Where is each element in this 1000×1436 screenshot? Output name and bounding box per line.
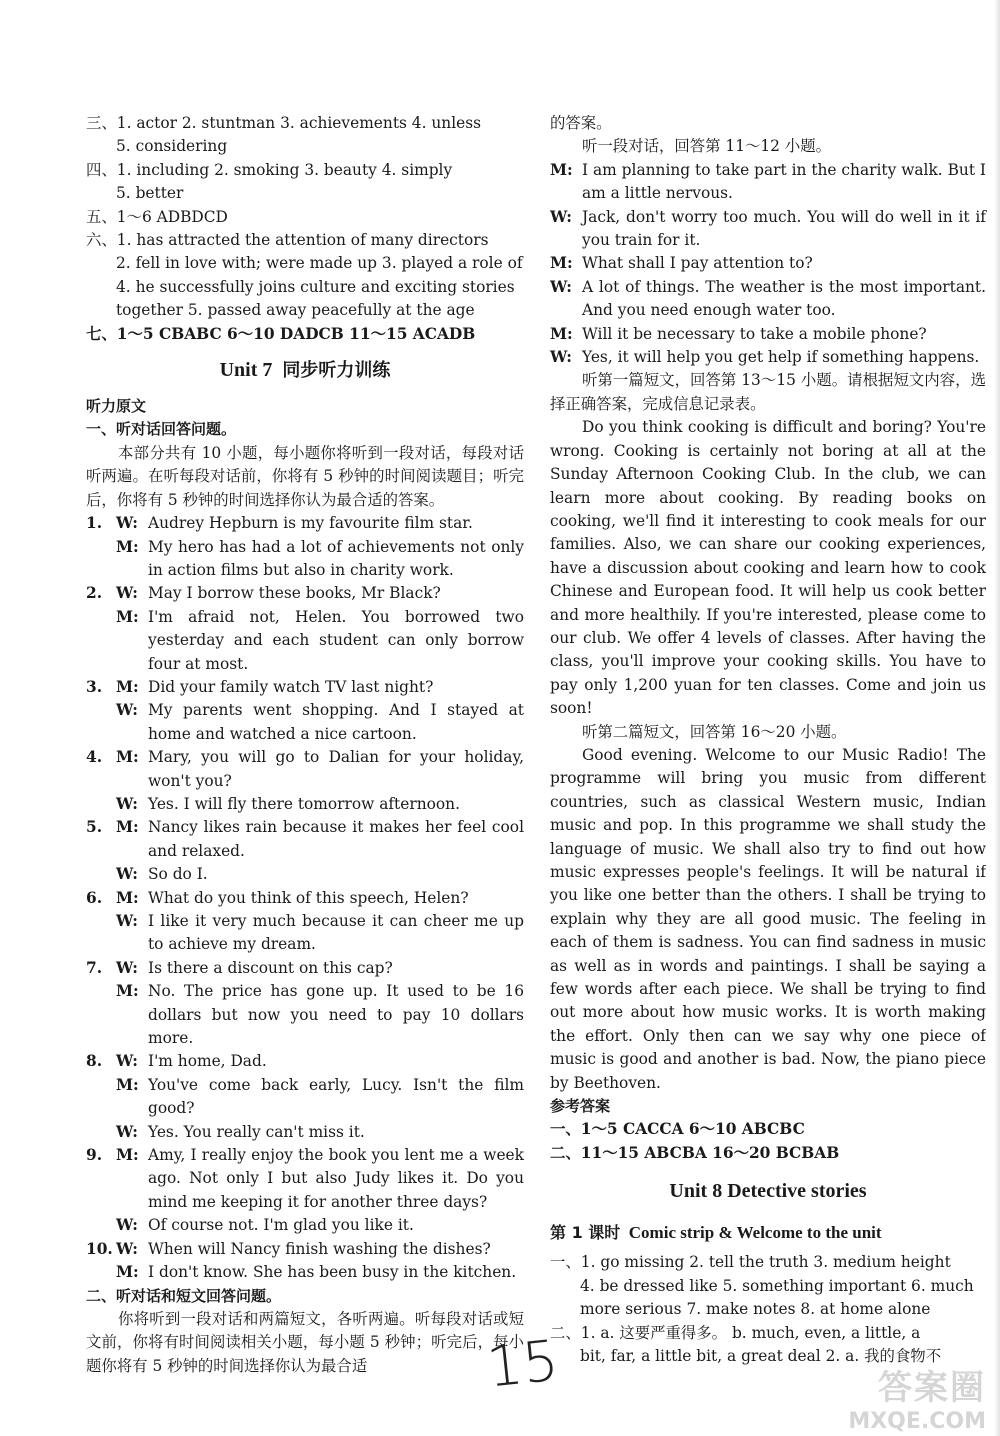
dialogue-text: Did your family watch TV last night? xyxy=(148,677,434,696)
dialogue-text: Will it be necessary to take a mobile phone? xyxy=(582,324,927,343)
dialogue-line xyxy=(86,1074,524,1121)
dialogue-line xyxy=(86,512,524,535)
answer-line: 五、1～6 ADBDCD xyxy=(86,207,228,226)
dialogue-line xyxy=(86,957,524,980)
dialogue-line xyxy=(86,980,524,1050)
dialogue-text: Is there a discount on this cap? xyxy=(148,958,393,977)
question-number xyxy=(86,606,116,676)
answer-line: 2. fell in love with; were made up 3. played a role of xyxy=(116,254,523,273)
dialogue-line xyxy=(86,887,524,910)
instructions-line: 听第二篇短文，回答第 16～20 小题。 xyxy=(582,722,847,741)
dialogue-text: Of course not. I'm glad you like it. xyxy=(148,1216,414,1235)
speaker-label: W: xyxy=(550,207,572,226)
dialogue-text: I like it very much because it can cheer me up to achieve my dream. xyxy=(148,912,524,954)
speaker-label: W: xyxy=(550,348,572,367)
answer-line: 4. he successfully joins culture and exciting stories xyxy=(116,277,515,296)
dialogue-text: A lot of things. The weather is the most important. And you need enough water too. xyxy=(582,277,986,320)
question-number xyxy=(86,1121,116,1144)
right-column xyxy=(550,112,986,1368)
dialogue-text: I'm afraid not, Helen. You borrowed two yesterday and each student can only borrow four at most. xyxy=(148,607,524,673)
dialogue-text: When will Nancy finish washing the dishes? xyxy=(148,1239,491,1258)
speaker-label: M: xyxy=(116,1075,139,1094)
question-number: 10. xyxy=(86,1239,113,1258)
page-edge-shadow xyxy=(994,0,1000,1436)
dialogue-line xyxy=(86,1238,524,1261)
dialogue-line xyxy=(86,793,524,816)
question-number: 9. xyxy=(86,1146,103,1165)
question-number: 3. xyxy=(86,677,103,696)
unit7-subtitle: 同步听力训练 xyxy=(282,360,391,382)
dialogue-line xyxy=(86,1050,524,1073)
unit7-heading xyxy=(86,350,524,391)
continued-text: 的答案。 xyxy=(550,114,612,132)
instructions-line: 听一段对话，回答第 11～12 小题。 xyxy=(582,137,832,156)
question-number xyxy=(86,1261,116,1284)
dialogue-line xyxy=(86,816,524,863)
answer-line: 一、1～5 CACCA 6～10 ABCBC xyxy=(550,1120,805,1139)
speaker-label: W: xyxy=(116,1216,138,1235)
speaker-label: M: xyxy=(116,1263,139,1282)
question-number xyxy=(86,1074,116,1121)
dialogue-line xyxy=(86,582,524,605)
unit8-title: Unit 8 Detective stories xyxy=(669,1180,867,1203)
question-number xyxy=(86,910,116,957)
speaker-label: M: xyxy=(116,982,139,1001)
answer-line: 三、1. actor 2. stuntman 3. achievements 4. unless xyxy=(86,114,482,132)
answers-heading: 参考答案 xyxy=(550,1097,611,1116)
dialogue-text: No. The price has gone up. It used to be 16 dollars but now you need to pay 10 dollars more. xyxy=(148,982,524,1048)
answer-line: 一、1. go missing 2. tell the truth 3. medium height xyxy=(550,1253,951,1272)
dialogue-line xyxy=(86,746,524,793)
music-radio-passage: Good evening. Welcome to our Music Radio! The programme will bring you music from different countries, such as classical Western music, Indian music and pop. In this programme we shall study the language of music. We shall also try to find out how music expresses people's feelings. It will be natural if you like one better than the others. I shall be trying to explain why they are all good music. The feeling in each of them is sadness. You can find sadness in music as well as in words and paintings. I shall be saying a few words after each piece. We shall be trying to find out more about how music works. It is worth making the effort. Only then can we say why one piece of music is good and another is bad. Now, the piano piece by Beethoven. xyxy=(550,745,986,1092)
answer-line: more serious 7. make notes 8. at home alone xyxy=(580,1300,931,1319)
speaker-label: M: xyxy=(116,818,139,837)
answer-line: 二、11～15 ABCBA 16～20 BCBAB xyxy=(550,1143,840,1162)
answer-line: 5. better xyxy=(116,184,184,203)
speaker-label: W: xyxy=(116,794,138,813)
dialogue-line xyxy=(86,1144,524,1214)
question-number xyxy=(86,699,116,746)
speaker-label: W: xyxy=(116,514,138,533)
speaker-label: W: xyxy=(116,958,138,977)
dialogue-line xyxy=(550,206,986,253)
dialogue-text: Audrey Hepburn is my favourite film star. xyxy=(148,514,473,533)
dialogue-text: What do you think of this speech, Helen? xyxy=(148,888,469,907)
dialogue-text: Nancy likes rain because it makes her feel cool and relaxed. xyxy=(148,818,524,860)
answer-line: bit, far, a little bit, a great deal 2. a. 我的食物不 xyxy=(580,1346,942,1365)
question-number xyxy=(86,536,116,583)
answer-line: together 5. passed away peacefully at the age xyxy=(116,301,475,320)
question-number: 1. xyxy=(86,514,103,533)
dialogue-text: May I borrow these books, Mr Black? xyxy=(148,584,441,603)
answer-line: 四、1. including 2. smoking 3. beauty 4. simply xyxy=(86,160,453,179)
question-number: 7. xyxy=(86,958,103,977)
question-number: 2. xyxy=(86,584,103,603)
dialogue-line xyxy=(86,910,524,957)
dialogue-text: So do I. xyxy=(148,865,208,884)
dialogue-line xyxy=(86,536,524,583)
speaker-label: M: xyxy=(550,254,573,273)
answer-line: 二、1. a. 这要严重得多。 b. much, even, a little, a xyxy=(550,1323,921,1342)
speaker-label: M: xyxy=(116,537,139,556)
dialogue-line xyxy=(550,276,986,323)
dialogue-line xyxy=(86,1214,524,1237)
question-number: 4. xyxy=(86,748,103,767)
dialogue-text: Yes. I will fly there tomorrow afternoon. xyxy=(148,794,460,813)
dialogue-text: Amy, I really enjoy the book you lent me a week ago. Not only I but also Judy likes it. Do you mind me keeping it for another three days? xyxy=(148,1146,524,1211)
dialogue-text: I'm home, Dad. xyxy=(148,1052,267,1071)
speaker-label: W: xyxy=(116,1052,138,1071)
dialogue-text: My hero has had a lot of achievements not only in action films but also in charity work. xyxy=(148,537,524,579)
dialogue-text: My parents went shopping. And I stayed at home and watched a nice cartoon. xyxy=(148,701,524,743)
dialogue-text: What shall I pay attention to? xyxy=(582,254,813,273)
speaker-label: W: xyxy=(116,912,138,930)
dialogue-line xyxy=(550,159,986,206)
dialogue-line xyxy=(550,252,986,275)
dialogue-line xyxy=(86,676,524,699)
question-number xyxy=(86,980,116,1050)
answer-line: 5. considering xyxy=(116,137,228,156)
section-heading: 一、听对话回答问题。 xyxy=(86,420,237,439)
speaker-label: W: xyxy=(116,584,138,603)
speaker-label: W: xyxy=(550,277,572,296)
answer-line: 六、1. has attracted the attention of many directors xyxy=(86,231,489,250)
dialogue-text: Yes, it will help you get help if something happens. xyxy=(582,348,980,367)
speaker-label: M: xyxy=(550,324,573,343)
dialogue-line xyxy=(86,1121,524,1144)
site-watermark xyxy=(786,1360,986,1434)
charity-walk-dialogue xyxy=(550,159,986,370)
cooking-club-passage: Do you think cooking is difficult and boring? You're wrong. Cooking is certainly not boring at all at the Sunday Afternoon Cooking Club. In the club, we can learn more about cooking. By reading books on cooking, we'll find it interesting to cook meals for our families. Also, we can share our cooking experiences, have a discussion about cooking and learn how to cook Chinese and European food. It will help us cook better and more healthily. If you're interested, please come to our club. We offer 4 levels of classes. After having the class, you'll improve your cooking skills. You have to pay only 1,200 yuan for ten classes. Come and join us soon! xyxy=(550,418,986,718)
dialogue-line xyxy=(86,699,524,746)
speaker-label: M: xyxy=(116,677,139,696)
dialogue-line xyxy=(86,606,524,676)
instructions-paragraph: 你将听到一段对话和两篇短文，各听两遍。听每段对话或短文前，你将有时间阅读相关小题，每小题 5 秒钟；听完后，每小题你将有 5 秒钟的时间选择你认为最合适 xyxy=(86,1309,524,1375)
question-number xyxy=(86,863,116,886)
speaker-label: W: xyxy=(116,1239,138,1258)
speaker-label: M: xyxy=(116,748,139,767)
dialogue-text: Mary, you will go to Dalian for your holiday, won't you? xyxy=(148,748,524,790)
lesson-heading xyxy=(550,1215,986,1251)
dialogue-line xyxy=(86,1261,524,1284)
section-heading: 二、听对话和短文回答问题。 xyxy=(86,1286,282,1305)
question-number xyxy=(86,793,116,816)
answer-line: 七、1～5 CBABC 6～10 DADCB 11～15 ACADB xyxy=(86,324,476,343)
left-column xyxy=(86,112,524,1378)
unit7-title: Unit 7 xyxy=(219,359,273,382)
instructions-paragraph: 本部分共有 10 小题，每小题你将听到一段对话，每段对话听两遍。在听每段对话前，你将有 5 秒钟的时间阅读题目；听完后，你将有 5 秒钟的时间选择你认为最合适的答案。 xyxy=(86,443,524,509)
speaker-label: M: xyxy=(116,888,139,907)
dialogue-line xyxy=(86,863,524,886)
speaker-label: W: xyxy=(116,1122,138,1141)
dialogue-text: I am planning to take part in the charity walk. But I am a little nervous. xyxy=(582,160,986,203)
answer-line: 4. be dressed like 5. something important 6. much xyxy=(580,1276,974,1295)
dialogue-text: I don't know. She has been busy in the kitchen. xyxy=(148,1263,517,1282)
instructions-line: 听第一篇短文，回答第 13～15 小题。请根据短文内容，选择正确答案，完成信息记录表。 xyxy=(550,371,986,413)
question-number: 8. xyxy=(86,1052,103,1071)
section-heading: 听力原文 xyxy=(86,397,147,416)
dialogue-text: Yes. You really can't miss it. xyxy=(148,1122,365,1141)
speaker-label: W: xyxy=(116,701,138,720)
speaker-label: M: xyxy=(550,160,573,179)
lesson-title: Comic strip & Welcome to the unit xyxy=(628,1223,882,1243)
watermark-url: MXQE.COM xyxy=(848,1409,986,1434)
question-number xyxy=(86,1214,116,1237)
speaker-label: M: xyxy=(116,607,139,626)
question-number: 5. xyxy=(86,818,103,837)
dialogue-line xyxy=(550,346,986,369)
dialogue-text: Jack, don't worry too much. You will do well in it if you train for it. xyxy=(582,207,986,250)
speaker-label: M: xyxy=(116,1146,139,1165)
speaker-label: W: xyxy=(116,865,138,884)
question-number: 6. xyxy=(86,888,103,907)
dialogue-line xyxy=(550,323,986,346)
lesson-number: 第 1 课时 xyxy=(550,1223,621,1243)
watermark-logo-text: 答案圈 xyxy=(878,1368,986,1408)
dialogue-text: You've come back early, Lucy. Isn't the film good? xyxy=(148,1075,524,1118)
dialogue-list xyxy=(86,512,524,1284)
handwritten-page-number: 15 xyxy=(483,1328,562,1401)
